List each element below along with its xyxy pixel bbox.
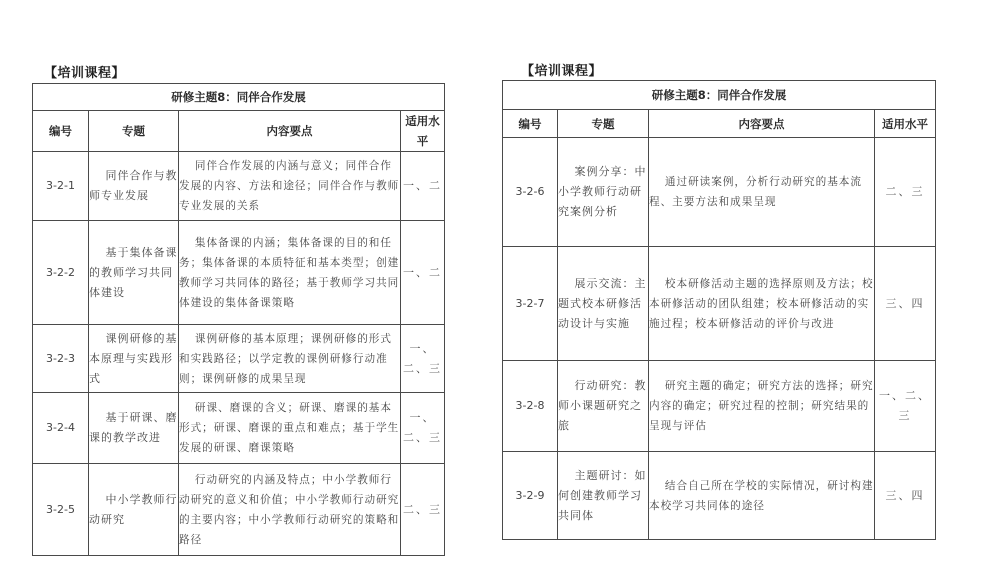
course-content: 校本研修活动主题的选择原则及方法；校本研修活动的团队组建；校本研修活动的实施过程；校本研修活动的评价与改进 bbox=[649, 247, 875, 361]
course-topic: 主题研讨：如何创建教师学习共同体 bbox=[558, 452, 649, 540]
course-content: 通过研读案例，分析行动研究的基本流程、主要方法和成果呈现 bbox=[649, 138, 875, 247]
header-row bbox=[33, 111, 445, 152]
theme-title: 研修主题8：同伴合作发展 bbox=[503, 81, 936, 110]
header-row bbox=[503, 110, 936, 138]
header-content: 内容要点 bbox=[179, 111, 401, 152]
course-content: 课例研修的基本原理；课例研修的形式和实践路径；以学定教的课例研修行动准则；课例研修的成果呈现 bbox=[179, 325, 401, 393]
course-code: 3-2-3 bbox=[33, 325, 89, 393]
course-content: 研究主题的确定；研究方法的选择；研究内容的确定；研究过程的控制；研究结果的呈现与评估 bbox=[649, 361, 875, 452]
course-code: 3-2-9 bbox=[503, 452, 558, 540]
header-level: 适用水平 bbox=[401, 111, 445, 152]
table-row bbox=[33, 393, 445, 464]
table-row bbox=[33, 464, 445, 556]
course-topic: 行动研究：教师小课题研究之旅 bbox=[558, 361, 649, 452]
theme-title: 研修主题8：同伴合作发展 bbox=[33, 84, 445, 111]
course-table-left bbox=[32, 83, 445, 556]
course-code: 3-2-4 bbox=[33, 393, 89, 464]
course-content: 集体备课的内涵；集体备课的目的和任务；集体备课的本质特征和基本类型；创建教师学习共同体的路径；基于教师学习共同体建设的集体备课策略 bbox=[179, 221, 401, 325]
course-topic: 展示交流：主题式校本研修活动设计与实施 bbox=[558, 247, 649, 361]
course-code: 3-2-6 bbox=[503, 138, 558, 247]
course-content: 同伴合作发展的内涵与意义；同伴合作发展的内容、方法和途径；同伴合作与教师专业发展的关系 bbox=[179, 152, 401, 221]
header-topic: 专题 bbox=[558, 110, 649, 138]
table-row bbox=[33, 325, 445, 393]
course-level: 一、二、三 bbox=[401, 325, 445, 393]
table-row bbox=[503, 452, 936, 540]
course-level: 二、三 bbox=[875, 138, 936, 247]
course-topic: 课例研修的基本原理与实践形式 bbox=[89, 325, 179, 393]
header-topic: 专题 bbox=[89, 111, 179, 152]
course-topic: 基于研课、磨课的教学改进 bbox=[89, 393, 179, 464]
table-row bbox=[503, 247, 936, 361]
table-row bbox=[33, 152, 445, 221]
table-row bbox=[503, 361, 936, 452]
header-level: 适用水平 bbox=[875, 110, 936, 138]
course-code: 3-2-1 bbox=[33, 152, 89, 221]
theme-row bbox=[33, 84, 445, 111]
course-content: 行动研究的内涵及特点；中小学教师行动研究的意义和价值；中小学教师行动研究的主要内容；中小学教师行动研究的策略和路径 bbox=[179, 464, 401, 556]
course-table-right bbox=[502, 80, 936, 540]
course-topic: 基于集体备课的教师学习共同体建设 bbox=[89, 221, 179, 325]
course-level: 一、二 bbox=[401, 221, 445, 325]
header-content: 内容要点 bbox=[649, 110, 875, 138]
course-topic: 案例分享：中小学教师行动研究案例分析 bbox=[558, 138, 649, 247]
header-code: 编号 bbox=[503, 110, 558, 138]
course-code: 3-2-7 bbox=[503, 247, 558, 361]
section-title-left: 【培训课程】 bbox=[44, 66, 126, 81]
course-level: 三、四 bbox=[875, 452, 936, 540]
course-level: 三、四 bbox=[875, 247, 936, 361]
course-topic: 中小学教师行动研究 bbox=[89, 464, 179, 556]
course-code: 3-2-2 bbox=[33, 221, 89, 325]
course-topic: 同伴合作与教师专业发展 bbox=[89, 152, 179, 221]
table-row bbox=[33, 221, 445, 325]
course-level: 一、二、三 bbox=[401, 393, 445, 464]
header-code: 编号 bbox=[33, 111, 89, 152]
course-level: 二、三 bbox=[401, 464, 445, 556]
course-code: 3-2-5 bbox=[33, 464, 89, 556]
theme-row bbox=[503, 81, 936, 110]
course-code: 3-2-8 bbox=[503, 361, 558, 452]
table-row bbox=[503, 138, 936, 247]
course-content: 研课、磨课的含义；研课、磨课的基本形式；研课、磨课的重点和难点；基于学生发展的研课、磨课策略 bbox=[179, 393, 401, 464]
section-title-right: 【培训课程】 bbox=[521, 64, 603, 79]
course-level: 一、二、三 bbox=[875, 361, 936, 452]
course-level: 一、二 bbox=[401, 152, 445, 221]
course-content: 结合自己所在学校的实际情况，研讨构建本校学习共同体的途径 bbox=[649, 452, 875, 540]
